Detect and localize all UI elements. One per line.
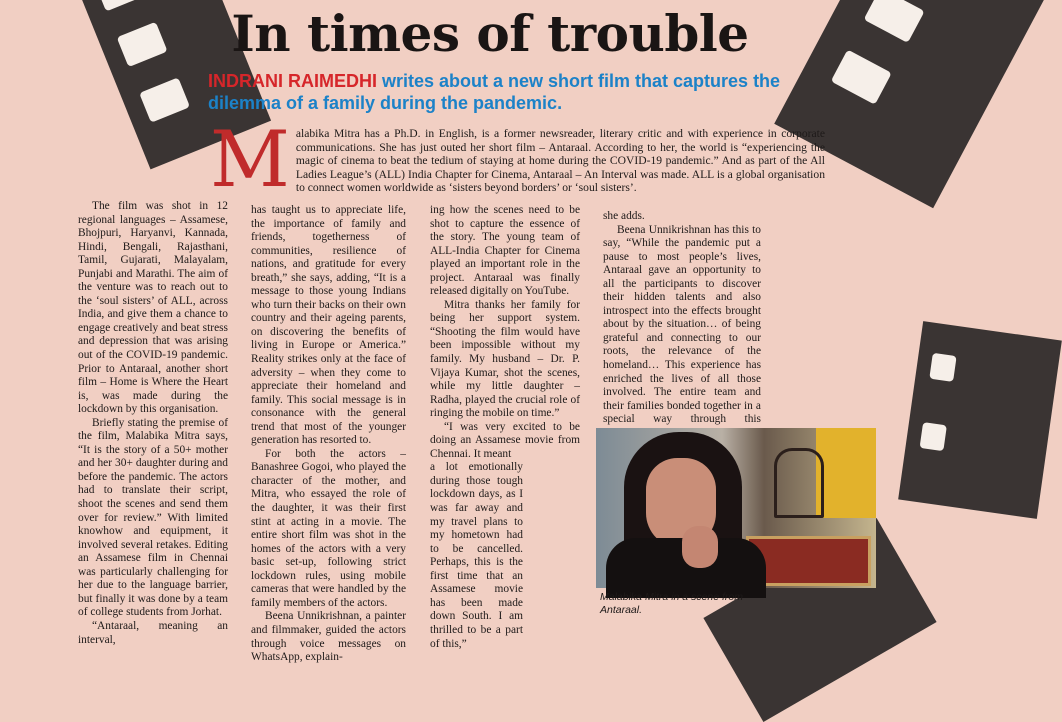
article-photo: [596, 428, 876, 588]
film-strip-icon: [898, 321, 1062, 519]
paragraph: she adds.: [603, 210, 645, 222]
paragraph: “I was very excited to be doing an Assamese movie from Chennai. It meant: [430, 420, 580, 460]
paragraph: a lot emotionally during those tough lockdown days, as I was far away and my travel plans to my hometown had to be cancelled. Perhaps, this is the first time that an Assamese movie has been made down South. I am thrilled to be a part of this,”: [430, 461, 523, 650]
paragraph: Beena Unnikrishnan has this to say, “While the pandemic put a pause to most people’s lives, Antaraal gave an opportunity to all the participants to discover their hidden talents and also introspect into the effects brought about by the situation… of being grateful and connecting to our roots, the relevance of the homeland… This experience has enriched the lives of all those involved. The entire team and their families bonded together in a special way through this: [603, 223, 761, 426]
photo-caption: Malabika Mitra in a scene from Antaraal.: [600, 591, 743, 616]
lead-paragraph: [210, 115, 825, 205]
paragraph: Briefly stating the premise of the film, Malabika Mitra says, “It is the story of a 50+ mother and her 30+ daughter during and before the pandemic. The actors had to translate their script, shoot the scenes and send them over for review.” With limited knowhow and equipment, it involved several retakes. Editing an Assamese film in Chennai was particularly challenging for her due to the language barrier, but finally it was done by a team of college students from Jorhat.: [78, 416, 228, 619]
paragraph: Mitra thanks her family for being her support system. “Shooting the film would have been impossible without my family. My husband – Dr. P. Vijaya Kumar, shot the scenes, while my little daughter – Radha, played the crucial role of ringing the mobile on time.”: [430, 298, 580, 420]
column-2: [251, 204, 406, 665]
lead-text: alabika Mitra has a Ph.D. in English, is a former newsreader, literary critic and with experience in corporate communications. She has just outed her short film – Antaraal. According to her, the world is “experiencing the magic of cinema to beat the tedium of staying at home during the COVID-19 pandemic.” And as part of the All Ladies League’s (ALL) India Chapter for Cinema, Antaraal – An Interval was made. ALL is a global organisation to connect women worldwide as ‘sisters beyond borders’ or ‘soul sisters’.: [295, 127, 825, 195]
column-4: [603, 210, 761, 440]
paragraph: has taught us to appreciate life, the importance of family and friends, togetherness of communities, resilience of nations, and gratitude for every breath,” she says, adding, “It is a message to those young Indians who turn their backs on their own country and their ageing parents, on discovering the benefits of living in Europe or America.” Reality strikes only at the face of adversity – when they come to appreciate their homeland and family. This social message is in consonance with the general trend that most of the younger generation has resorted to.: [251, 204, 406, 447]
deck-author: INDRANI RAIMEDHI: [208, 71, 377, 91]
column-3: [430, 204, 580, 651]
column-1: [78, 200, 228, 647]
article-headline: In times of trouble: [231, 4, 749, 63]
drop-cap: M: [210, 115, 290, 205]
paragraph: Beena Unnikrishnan, a painter and filmmaker, guided the actors through voice messages on WhatsApp, explain-: [251, 610, 406, 664]
deck-text: writes about a new short film that captures the dilemma of a family during the pandemic.: [208, 71, 781, 113]
paragraph: The film was shot in 12 regional languages – Assamese, Bhojpuri, Haryanvi, Kannada, Hindi, Bengali, Rajasthani, Tamil, Gujarati, Malayalam, Punjabi and Marathi. The aim of the venture was to reach out to the ‘soul sisters’ of ALL, across India, and give them a chance to engage creatively and beat stress and depression that was arising out of the COVID-19 pandemic. Prior to Antaraal, another short film – Home is Where the Heart is, was made during the lockdown by this organisation.: [78, 200, 228, 416]
article-deck: [208, 70, 848, 114]
paragraph: ing how the scenes need to be shot to capture the essence of the story. The young team of ALL-India Chapter for Cinema played an important role in the project. Antaraal was finally released digitally on YouTube.: [430, 204, 580, 298]
paragraph: For both the actors – Banashree Gogoi, who played the character of the mother, and Mitra, who essayed the role of the daughter, it was their first stint at acting in a movie. The entire short film was shot in the homes of the actors with a very basic set-up, following strict lockdown rules, using mobile cameras that were handled by the family members of the actors.: [251, 447, 406, 609]
paragraph: “Antaraal, meaning an interval,: [78, 619, 228, 646]
